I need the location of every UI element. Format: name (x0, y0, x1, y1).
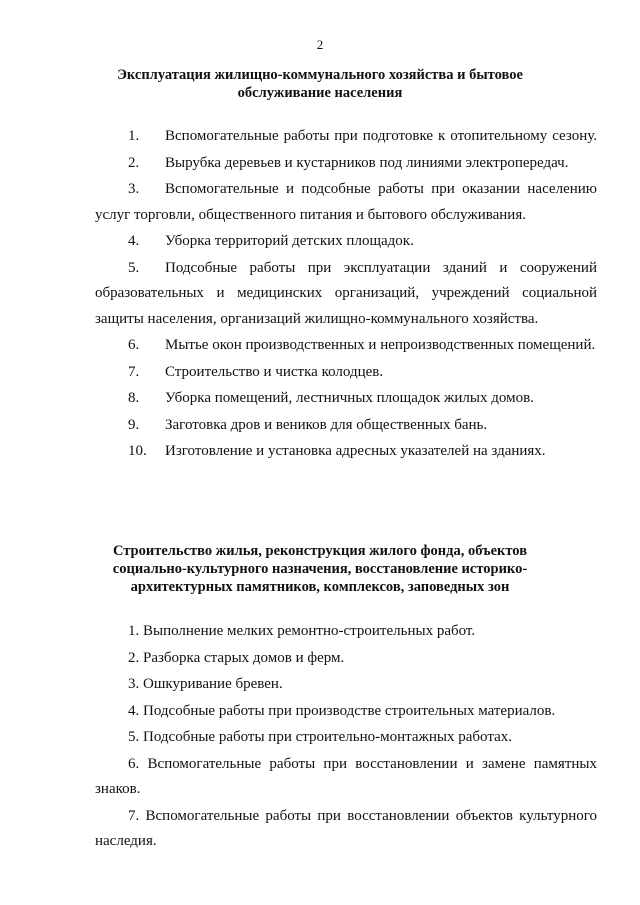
list-item: 3. Ошкуривание бревен. (128, 676, 283, 692)
section-1-heading-line-2: обслуживание населения (237, 85, 403, 101)
list-item: 5. Подсобные работы при строительно-монтажных работах. (128, 729, 512, 745)
list-item: 6. Мытье окон производственных и непроизводственных помещений. (128, 337, 596, 353)
list-item: 1. Вспомогательные работы при подготовке к отопительному сезону. (128, 128, 597, 144)
section-2-heading-line-2: социально-культурного назначения, восстановление историко- (112, 561, 528, 577)
list-item: 4. Уборка территорий детских площадок. (128, 233, 414, 249)
section-1-heading (100, 66, 540, 102)
list-item: 9. Заготовка дров и веников для общественных бань. (128, 416, 488, 433)
list-item: 8. Уборка помещений, лестничных площадок жилых домов. (128, 390, 534, 406)
list-item: 10. Изготовление и установка адресных указателей на зданиях. (128, 443, 546, 459)
list-item: 7. Строительство и чистка колодцев. (128, 363, 384, 380)
section-1-heading-line-1: Эксплуатация жилищно-коммунального хозяйства и бытовое (117, 67, 523, 83)
section-2-heading-line-1: Строительство жилья, реконструкция жилого фонда, объектов (112, 543, 528, 559)
list-item: 3. Вспомогательные и подсобные работы при оказании населению услуг торговли, общественного питания и бытового обслуживания. (95, 181, 597, 223)
section-1-list (95, 124, 597, 466)
list-item: 4. Подсобные работы при производстве строительных материалов. (128, 702, 556, 719)
page-number: 2 (316, 37, 324, 52)
section-2-list (95, 619, 597, 856)
section-2-heading-line-3: архитектурных памятников, комплексов, заповедных зон (130, 579, 510, 595)
list-item: 2. Разборка старых домов и ферм. (128, 649, 345, 666)
list-item: 7. Вспомогательные работы при восстановлении объектов культурного наследия. (95, 807, 597, 849)
list-item: 5. Подсобные работы при эксплуатации зданий и сооружений образовательных и медицинских организаций, учреждений социальной защиты населения, организаций жилищно-коммунального хозяйства. (95, 259, 597, 327)
section-2-heading (95, 542, 545, 596)
list-item: 6. Вспомогательные работы при восстановлении и замене памятных знаков. (95, 755, 597, 797)
list-item: 2. Вырубка деревьев и кустарников под линиями электропередач. (128, 154, 569, 171)
list-item: 1. Выполнение мелких ремонтно-строительных работ. (128, 623, 476, 639)
